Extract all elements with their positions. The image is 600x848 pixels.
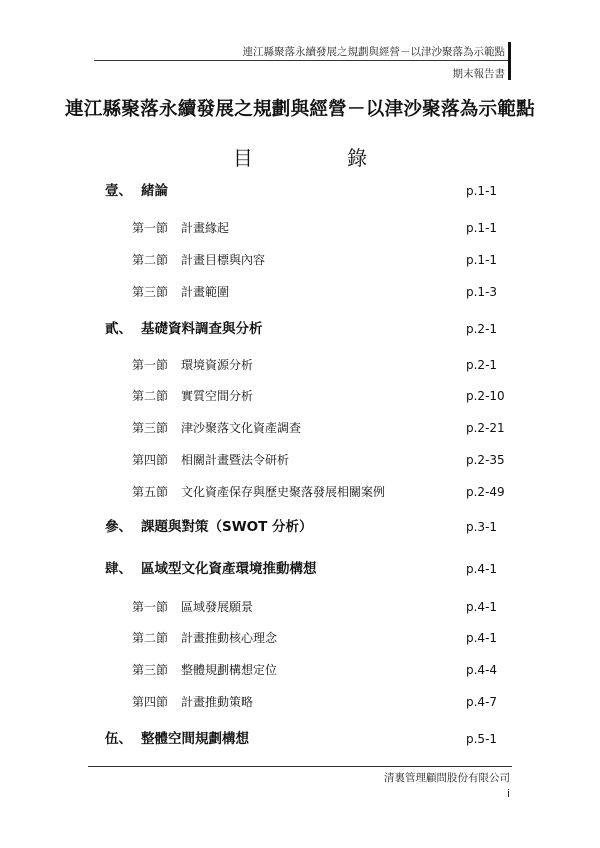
toc-entry-title: 環境資源分析 bbox=[181, 358, 254, 372]
toc-entry-page: p.5-1 bbox=[466, 732, 498, 746]
toc-section-entry bbox=[0, 691, 600, 713]
toc-chapter-entry bbox=[0, 728, 600, 750]
toc-chapter-entry bbox=[0, 558, 600, 580]
toc-entry-number: 第二節 bbox=[132, 253, 169, 267]
footer-rule bbox=[88, 766, 512, 767]
toc-entry-title: 計畫推動策略 bbox=[181, 695, 254, 709]
toc-entry-page: p.3-1 bbox=[466, 520, 498, 534]
toc-entry-title: 實質空間分析 bbox=[181, 389, 254, 403]
toc-entry-page: p.2-1 bbox=[466, 358, 498, 372]
toc-entry-number: 第四節 bbox=[132, 695, 169, 709]
toc-entry-page: p.1-1 bbox=[466, 184, 498, 198]
toc-chapter-entry bbox=[0, 180, 600, 202]
toc-entry-title: 相關計畫暨法令研析 bbox=[181, 453, 290, 467]
toc-entry-page: p.4-1 bbox=[466, 631, 498, 645]
toc-section-entry bbox=[0, 596, 600, 618]
toc-entry-title: 區域型文化資產環境推動構想 bbox=[141, 561, 317, 577]
toc-entry-title: 整體空間規劃構想 bbox=[141, 731, 249, 747]
toc-entry-title: 基礎資料調查與分析 bbox=[141, 321, 263, 337]
toc-section-entry bbox=[0, 217, 600, 239]
toc-section-entry bbox=[0, 281, 600, 303]
toc-section-entry bbox=[0, 449, 600, 471]
toc-entry-title: 課題與對策（SWOT 分析） bbox=[141, 519, 313, 535]
toc-entry-page: p.4-1 bbox=[466, 562, 498, 576]
toc-entry-title: 文化資產保存與歷史聚落發展相關案例 bbox=[181, 485, 386, 499]
running-header-title: 連江縣聚落永續發展之規劃與經營－以津沙聚落為示範點 bbox=[242, 46, 505, 58]
toc-entry-title: 緒論 bbox=[141, 183, 168, 199]
toc-section-entry bbox=[0, 627, 600, 649]
toc-entry-page: p.1-1 bbox=[466, 253, 498, 267]
toc-entry-page: p.4-7 bbox=[466, 695, 498, 709]
toc-entry-page: p.1-3 bbox=[466, 285, 498, 299]
toc-section-entry bbox=[0, 249, 600, 271]
toc-entry-page: p.2-21 bbox=[466, 421, 505, 435]
toc-entry-title: 整體規劃構想定位 bbox=[181, 663, 278, 677]
toc-entry-number: 壹、 bbox=[105, 183, 132, 199]
toc-entry-number: 第二節 bbox=[132, 631, 169, 645]
toc-chapter-entry bbox=[0, 318, 600, 340]
toc-entry-title: 津沙聚落文化資產調查 bbox=[181, 421, 302, 435]
toc-section-entry bbox=[0, 354, 600, 376]
toc-entry-title: 計畫範圍 bbox=[181, 285, 230, 299]
toc-entry-number: 第一節 bbox=[132, 600, 169, 614]
toc-entry-number: 第一節 bbox=[132, 221, 169, 235]
toc-heading: 目 錄 bbox=[232, 146, 412, 170]
toc-entry-number: 第二節 bbox=[132, 389, 169, 403]
toc-chapter-entry bbox=[0, 516, 600, 538]
running-header-subtitle: 期末報告書 bbox=[452, 68, 505, 80]
toc-entry-number: 參、 bbox=[105, 519, 132, 535]
toc-section-entry bbox=[0, 481, 600, 503]
toc-entry-page: p.1-1 bbox=[466, 221, 498, 235]
toc-entry-title: 區域發展願景 bbox=[181, 600, 254, 614]
toc-entry-number: 伍、 bbox=[105, 731, 132, 747]
toc-entry-title: 計畫緣起 bbox=[181, 221, 230, 235]
footer-company: 清裏管理顧問股份有限公司 bbox=[384, 772, 510, 784]
toc-entry-page: p.2-35 bbox=[466, 453, 505, 467]
toc-entry-number: 肆、 bbox=[105, 561, 132, 577]
toc-entry-number: 第三節 bbox=[132, 285, 169, 299]
toc-entry-title: 計畫目標與內容 bbox=[181, 253, 266, 267]
footer-page-number: i bbox=[506, 787, 510, 800]
toc-entry-number: 第三節 bbox=[132, 663, 169, 677]
toc-entry-title: 計畫推動核心理念 bbox=[181, 631, 278, 645]
toc-section-entry bbox=[0, 659, 600, 681]
toc-entry-number: 第四節 bbox=[132, 453, 169, 467]
toc-entry-number: 第三節 bbox=[132, 421, 169, 435]
toc-entry-number: 第一節 bbox=[132, 358, 169, 372]
document-title: 連江縣聚落永續發展之規劃與經營－以津沙聚落為示範點 bbox=[64, 99, 535, 120]
toc-section-entry bbox=[0, 385, 600, 407]
toc-entry-page: p.2-49 bbox=[466, 485, 505, 499]
toc-entry-number: 第五節 bbox=[132, 485, 169, 499]
toc-entry-number: 貳、 bbox=[105, 321, 132, 337]
toc-entry-page: p.2-10 bbox=[466, 389, 505, 403]
toc-entry-page: p.4-1 bbox=[466, 600, 498, 614]
toc-section-entry bbox=[0, 417, 600, 439]
toc-entry-page: p.2-1 bbox=[466, 322, 498, 336]
toc-entry-page: p.4-4 bbox=[466, 663, 498, 677]
